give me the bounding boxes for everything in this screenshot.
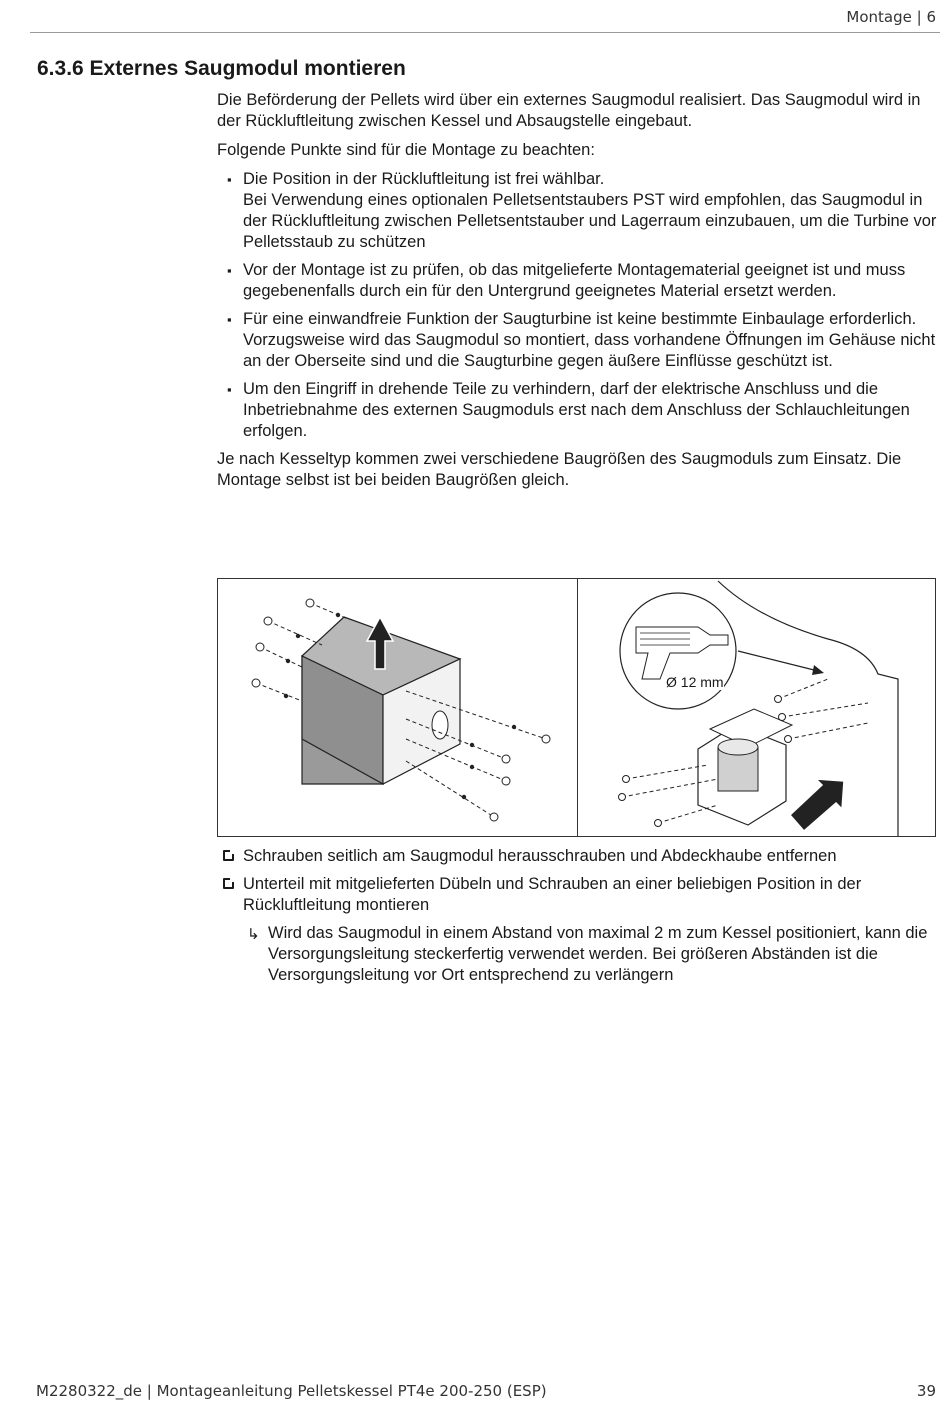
list-item bbox=[217, 260, 937, 302]
bullet-icon: ▪ bbox=[227, 382, 232, 397]
checkbox-icon bbox=[223, 850, 234, 861]
bullet-icon: ▪ bbox=[227, 263, 232, 278]
section-title: 6.3.6 Externes Saugmodul montieren bbox=[37, 57, 406, 80]
checkbox-icon bbox=[223, 878, 234, 889]
result-arrow-icon: ↳ bbox=[247, 926, 260, 943]
notes-list bbox=[217, 169, 937, 442]
step-item bbox=[221, 846, 936, 867]
bullet-icon: ▪ bbox=[227, 312, 232, 327]
list-item-text: Für eine einwandfreie Funktion der Saugturbine ist keine bestimmte Einbaulage erforderlich. Vorzugsweise wird das Saugmodul so montiert, dass vorhandene Öffnungen im Gehäuse nicht an der Oberseite sind und die Saugturbine gegen äußere Einflüsse geschützt ist. bbox=[243, 310, 936, 370]
header-section-label: Montage | 6 bbox=[846, 8, 936, 26]
closing-paragraph: Je nach Kesseltyp kommen zwei verschiedene Baugrößen des Saugmoduls zum Einsatz. Die Montage selbst ist bei beiden Baugrößen gleich. bbox=[217, 450, 902, 489]
step-text: Unterteil mit mitgelieferten Dübeln und Schrauben an einer beliebigen Position in der Rückluftleitung montieren bbox=[243, 875, 862, 914]
footer-page-number: 39 bbox=[916, 1382, 936, 1400]
steps-list bbox=[221, 846, 936, 986]
list-item bbox=[217, 379, 937, 442]
list-item bbox=[217, 169, 937, 253]
step-text: Schrauben seitlich am Saugmodul herausschrauben und Abdeckhaube entfernen bbox=[243, 847, 837, 865]
bullet-icon: ▪ bbox=[227, 172, 232, 187]
list-item-text: Bei Verwendung eines optionalen Pelletsentstaubers PST wird empfohlen, das Saugmodul in der Rückluftleitung zwischen Pelletsentstauber und Lagerraum einzubauen, um die Turbine vor Pelletsstaub zu schützen bbox=[243, 191, 937, 251]
intro-paragraph: Die Beförderung der Pellets wird über ein externes Saugmodul realisiert. Das Saugmodul wird in der Rückluftleitung zwischen Kessel und Absaugstelle eingebaut. bbox=[217, 91, 921, 130]
step-item bbox=[221, 874, 936, 916]
list-item bbox=[217, 309, 937, 372]
result-text: Wird das Saugmodul in einem Abstand von maximal 2 m zum Kessel positioniert, kann die Versorgungsleitung steckerfertig verwendet werden. Bei größeren Abständen ist die Versorgungsleitung vor Ort entsprechend zu verlängern bbox=[268, 924, 928, 984]
cover-removal-illustration bbox=[218, 579, 576, 836]
drill-size-label: Ø 12 mm bbox=[666, 674, 724, 690]
list-item-text: Um den Eingriff in drehende Teile zu verhindern, darf der elektrische Anschluss und die Inbetriebnahme des externen Saugmoduls erst nach dem Anschluss der Schlauchleitungen erfolgen. bbox=[243, 380, 910, 440]
section-content bbox=[217, 90, 937, 499]
step-result bbox=[221, 923, 936, 986]
installation-figure bbox=[217, 578, 936, 837]
footer-document-title: M2280322_de | Montageanleitung Pelletskessel PT4e 200-250 (ESP) bbox=[36, 1382, 547, 1400]
list-item-text: Die Position in der Rückluftleitung ist frei wählbar. bbox=[243, 170, 605, 188]
intro-lead-in: Folgende Punkte sind für die Montage zu beachten: bbox=[217, 141, 595, 159]
base-mounting-illustration bbox=[578, 579, 937, 836]
list-item-text: Vor der Montage ist zu prüfen, ob das mitgelieferte Montagematerial geeignet ist und muss gegebenenfalls durch ein für den Untergrund geeignetes Material ersetzt werden. bbox=[243, 261, 906, 300]
header-divider bbox=[30, 32, 940, 33]
